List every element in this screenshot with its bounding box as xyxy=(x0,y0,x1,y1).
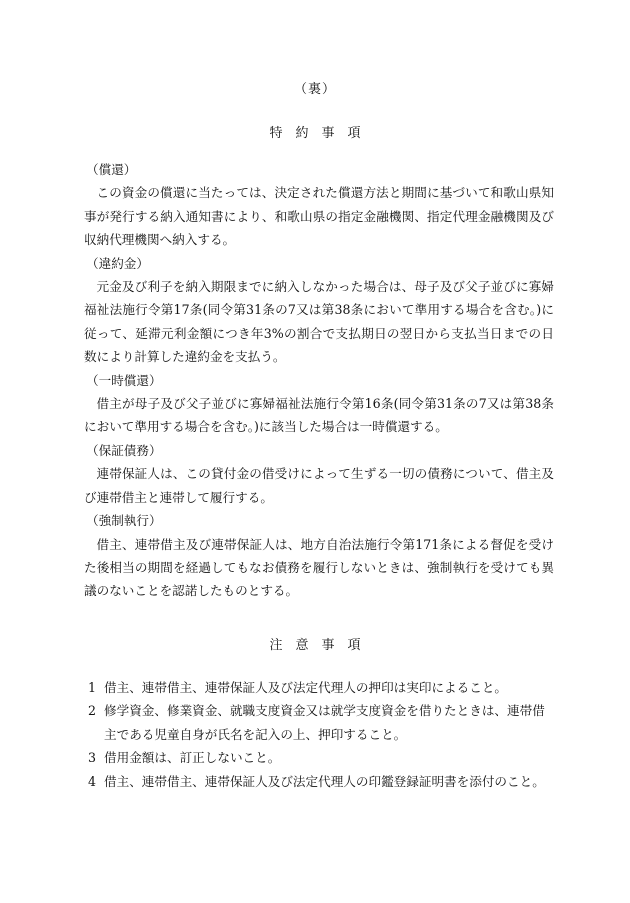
section-body-repayment: この資金の償還に当たっては、決定された償還方法と期間に基づいて和歌山県知事が発行する納入通知書により、和歌山県の指定金融機関、指定代理金融機関及び収納代理機関へ納入する。 xyxy=(84,185,554,248)
note-text: 借主、連帯借主、連帯保証人及び法定代理人の押印は実印によること。 xyxy=(104,680,507,695)
section-body-penalty: 元金及び利子を納入期限までに納入しなかった場合は、母子及び父子並びに寡婦福祉法施行令第17条(同令第31条の7又は第38条において準用する場合を含む。)に従って、延滞元利金額につき年3%の割合で支払期日の翌日から支払当日までの日数により計算した違約金を支払う。 xyxy=(84,279,554,365)
list-item xyxy=(84,746,548,769)
list-item xyxy=(84,676,548,699)
list-item xyxy=(84,770,548,793)
note-text: 借主、連帯借主、連帯保証人及び法定代理人の印鑑登録証明書を添付のこと。 xyxy=(104,773,545,789)
section-body-guarantee: 連帯保証人は、この貸付金の借受けによって生ずる一切の債務について、借主及び連帯借主と連帯して履行する。 xyxy=(84,466,554,505)
reverse-side-label: （裏） xyxy=(293,82,336,97)
note-number: 2 xyxy=(88,703,97,719)
special-terms-body xyxy=(84,158,554,603)
section-heading-penalty: （違約金） xyxy=(86,255,149,271)
notes-title: 注 意 事 項 xyxy=(269,638,361,653)
note-number: 3 xyxy=(88,750,97,766)
section-body-lump-sum-repayment: 借主が母子及び父子並びに寡婦福祉法施行令第16条(同令第31条の7又は第38条において準用する場合を含む。)に該当した場合は一時償還する。 xyxy=(84,396,554,435)
section-heading-guarantee: （保証債務） xyxy=(86,442,162,458)
section-heading-lump-sum-repayment: （一時償還） xyxy=(86,372,162,388)
section-heading-enforcement: （強制執行） xyxy=(86,513,162,529)
special-terms-title: 特 約 事 項 xyxy=(269,126,361,141)
note-number: 1 xyxy=(88,680,97,695)
section-body-enforcement: 借主、連帯借主及び連帯保証人は、地方自治法施行令第171条による督促を受けた後相当の期間を経過してもなお債務を履行しないときは、強制執行を受けても異議のないことを認諾したものとする。 xyxy=(84,536,554,599)
list-item xyxy=(84,699,548,746)
notes-list xyxy=(84,676,548,793)
note-text: 修学資金、修業資金、就職支度資金又は就学支度資金を借りたときは、連帯借主である児童自身が氏名を記入の上、押印すること。 xyxy=(104,703,545,742)
note-text: 借用金額は、訂正しないこと。 xyxy=(104,750,281,766)
note-number: 4 xyxy=(88,773,97,789)
section-heading-repayment: （償還） xyxy=(86,162,137,177)
